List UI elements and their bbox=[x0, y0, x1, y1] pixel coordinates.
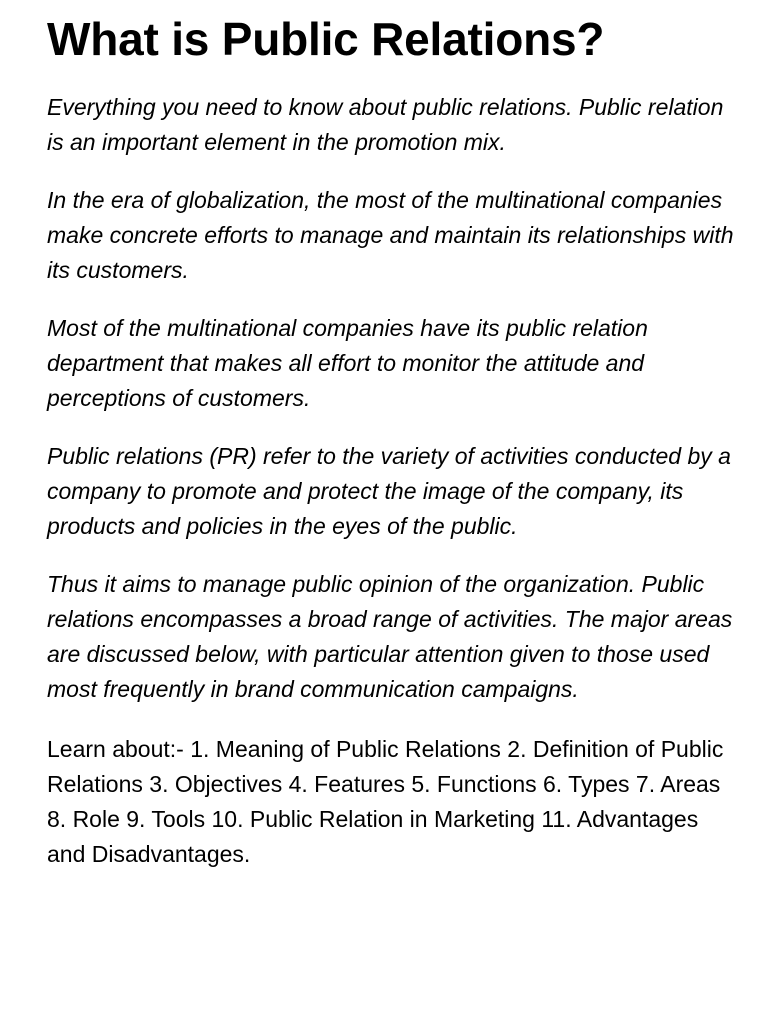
article bbox=[47, 12, 737, 895]
pr-definition-paragraph: Public relations (PR) refer to the variety of activities conducted by a company to promote and protect the image of the company, its products and policies in the eyes of the public. bbox=[47, 443, 731, 539]
globalization-paragraph: In the era of globalization, the most of the multinational companies make concrete efforts to manage and maintain its relationships with its customers. bbox=[47, 187, 734, 283]
public-opinion-paragraph: Thus it aims to manage public opinion of the organization. Public relations encompasses a broad range of activities. The major areas are discussed below, with particular attention given to those used most frequently in brand communication campaigns. bbox=[47, 571, 733, 702]
learn-about-paragraph: Learn about:- 1. Meaning of Public Relations 2. Definition of Public Relations 3. Objectives 4. Features 5. Functions 6. Types 7. Areas 8. Role 9. Tools 10. Public Relation in Marketing 11. Advantages and Disadvantages. bbox=[47, 736, 724, 867]
intro-paragraph: Everything you need to know about public relations. Public relation is an important element in the promotion mix. bbox=[47, 94, 724, 155]
page-title: What is Public Relations? bbox=[47, 13, 605, 65]
pr-department-paragraph: Most of the multinational companies have its public relation department that makes all effort to monitor the attitude and perceptions of customers. bbox=[47, 315, 648, 411]
